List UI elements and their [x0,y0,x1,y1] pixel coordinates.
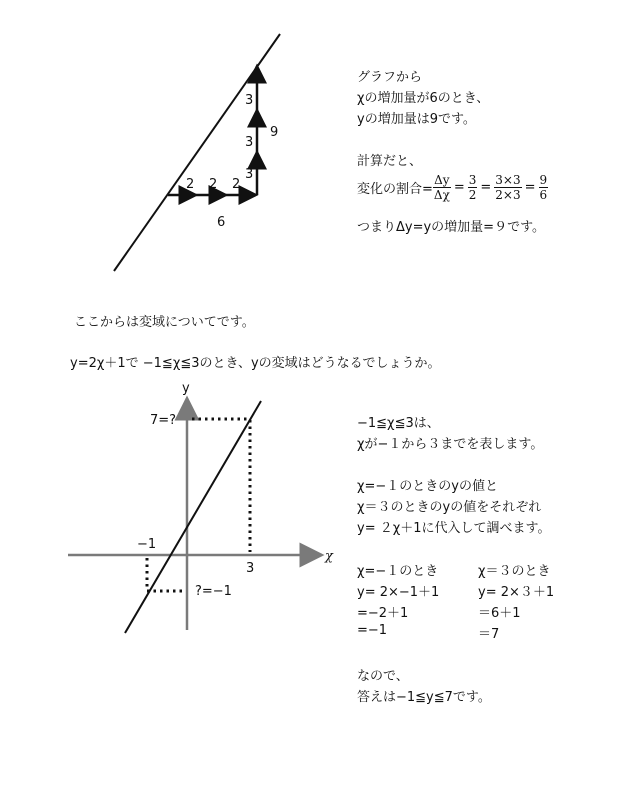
fraction-numerator: 3×3 [495,173,521,187]
formula-prefix: 変化の割合= [357,182,433,197]
three-label: 3 [246,561,255,576]
calc-right-line: ＝7 [478,627,500,642]
explain2-line: −1≦χ≦3は、 [357,416,440,431]
run-label: 2 [232,177,241,192]
explain2-line: χ=−１のときのyの値と [357,479,498,494]
fraction-numerator: 3 [468,173,477,187]
answer-line: 答えは−1≦y≦7です。 [357,690,491,705]
calc-right-line: ＝6＋1 [478,606,521,621]
section-question: y=2χ＋1で −1≦χ≦3のとき、yの変域はどうなるでしょうか。 [70,356,441,371]
neg-one-label: −1 [137,537,157,552]
explain1-line: χの増加量が6のとき、 [357,91,490,106]
explain2-line: χ＝３のときのyの値をそれぞれ [357,500,542,515]
calc-left-line: χ=−１のとき [357,564,439,579]
explain1-line: yの増加量は9です。 [357,112,476,127]
bottom-value-label: ?=−1 [195,584,232,599]
explain1-line: グラフから [357,70,423,85]
y-axis-label: y [182,381,190,396]
explain2-line: なので、 [357,669,409,684]
top-value-label: 7=? [150,413,177,428]
equals-sign: = [524,180,536,195]
equals-sign: = [480,180,492,195]
fraction-denominator: 2 [468,188,477,202]
explain1-line: つまりΔy=yの増加量=９です。 [357,220,546,235]
total-rise-label: 9 [270,125,279,140]
explain1-line: 計算だと、 [357,154,423,169]
rise-label: 3 [245,167,254,182]
calc-left-line: =−2＋1 [357,606,409,621]
run-label: 2 [186,177,195,192]
total-run-label: 6 [217,215,226,230]
section-intro: ここからは変域についてです。 [74,315,255,330]
x-axis-label: χ [325,549,333,564]
calc-right-line: y= 2×３＋1 [478,585,555,600]
fraction-denominator: Δχ [433,188,450,202]
fraction-denominator: 2×3 [495,188,521,202]
rise-label: 3 [245,135,254,150]
explain2-line: χが−１から３までを表します。 [357,437,544,452]
calc-left-line: =−1 [357,623,388,638]
equals-sign: = [453,180,465,195]
fraction-numerator: 9 [539,173,548,187]
fraction-numerator: Δy [434,173,450,187]
explain2-line: y= ２χ＋1に代入して調べます。 [357,521,551,536]
calc-left-line: y= 2×−1＋1 [357,585,440,600]
graph-line [125,401,261,633]
fraction-denominator: 6 [539,188,548,202]
run-label: 2 [209,177,218,192]
calc-right-line: χ＝３のとき [478,564,551,579]
rise-label: 3 [245,93,254,108]
